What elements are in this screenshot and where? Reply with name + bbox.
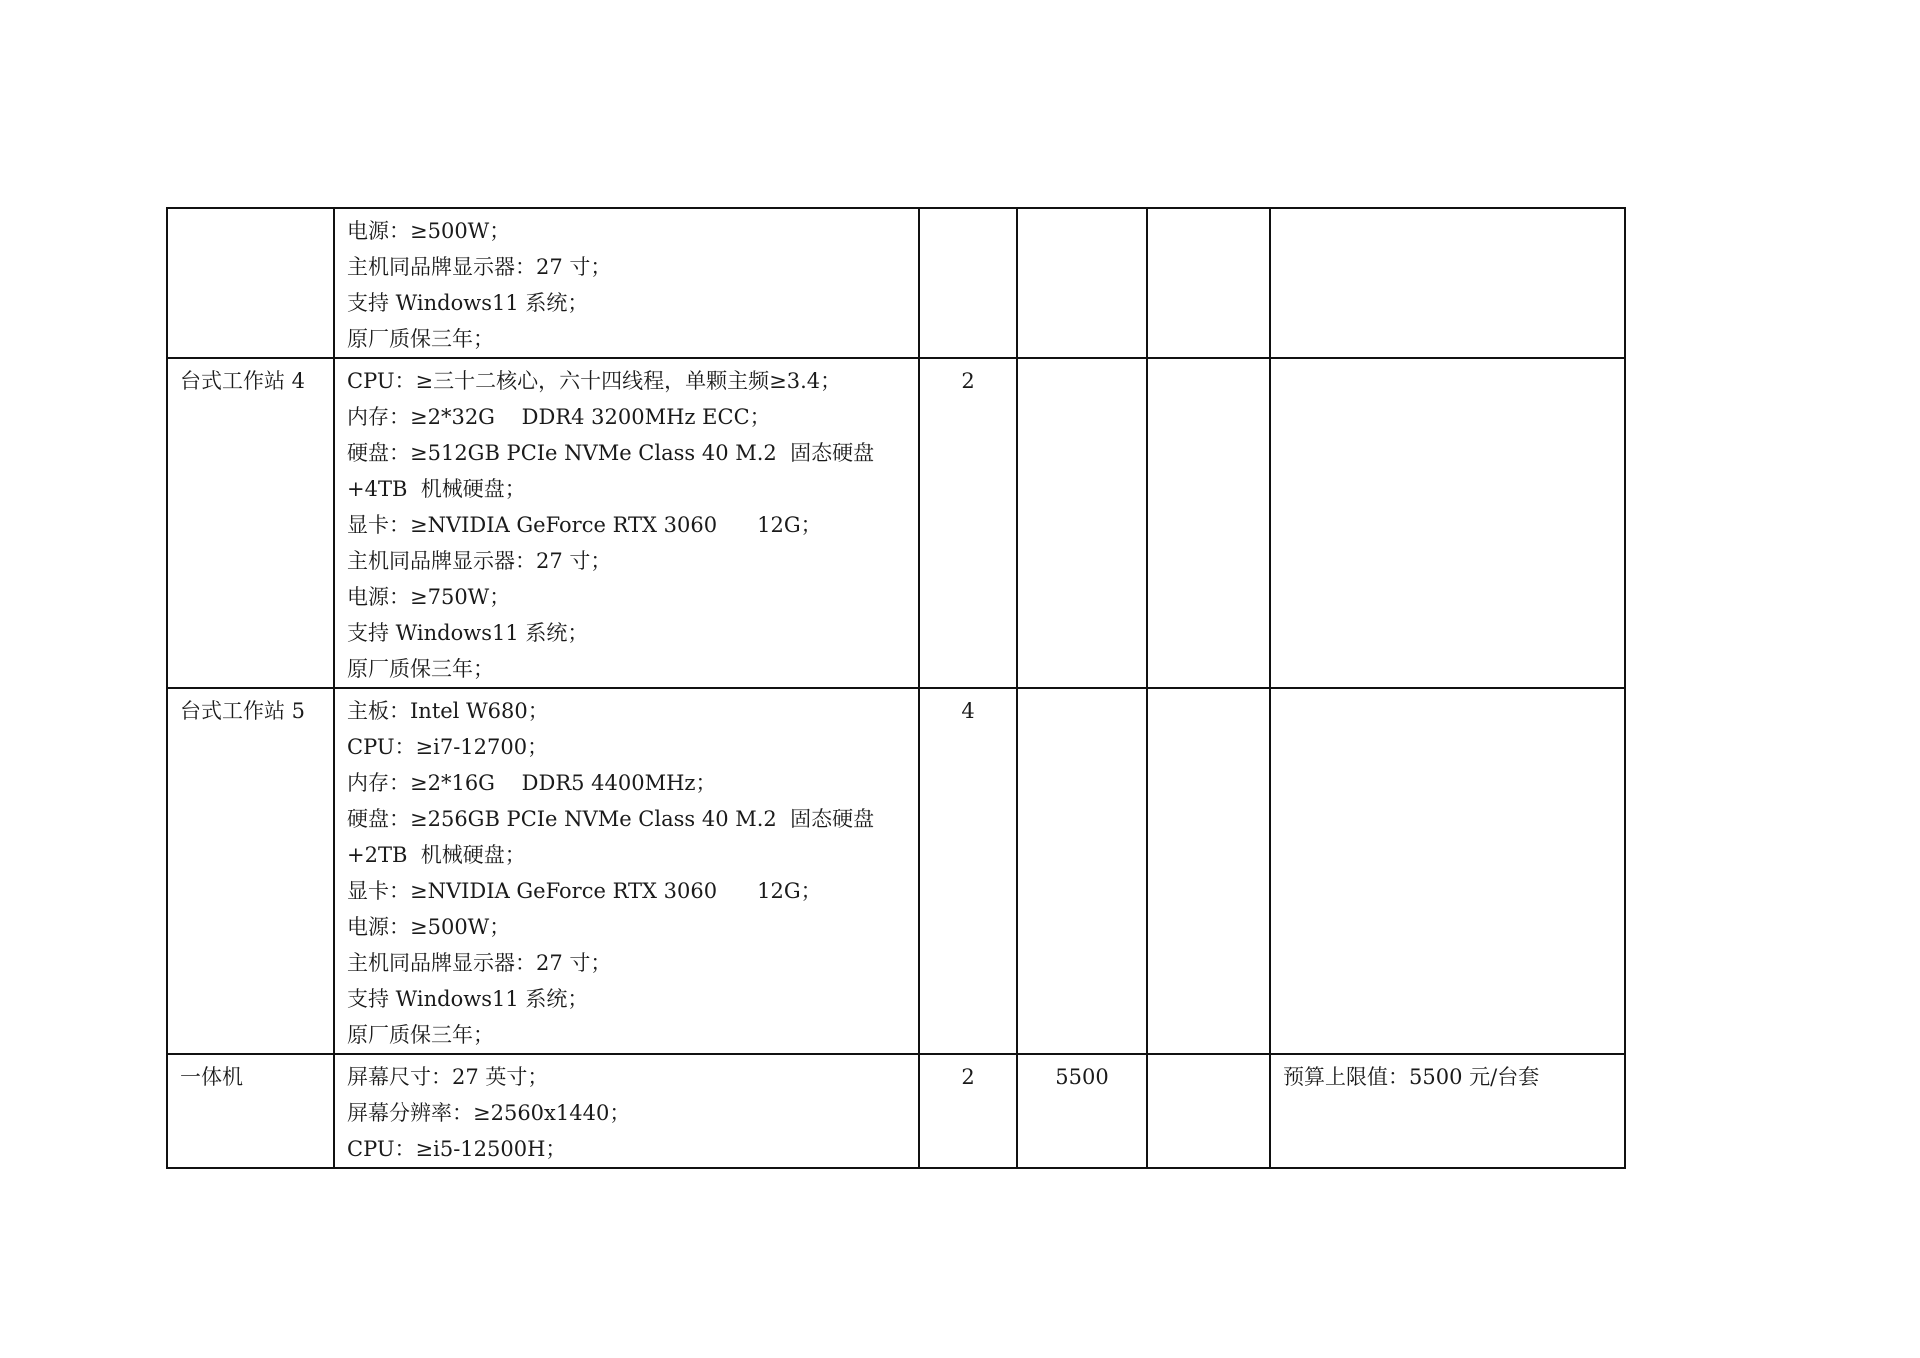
spec-line: CPU：≥i7-12700； [347, 735, 549, 759]
price-cell: 5500 [1017, 1054, 1147, 1168]
quantity-cell: 4 [919, 688, 1017, 1054]
spec-line: CPU：≥三十二核心，六十四线程，单颗主频≥3.4； [347, 369, 842, 393]
spec-line: 硬盘：≥256GB PCIe NVMe Class 40 M.2 固态硬盘 [347, 807, 875, 831]
item-name-cell: 台式工作站 5 [167, 688, 334, 1054]
note-cell [1270, 688, 1625, 1054]
spec-line: 原厂质保三年； [347, 327, 494, 351]
spec-line: 硬盘：≥512GB PCIe NVMe Class 40 M.2 固态硬盘 [347, 441, 875, 465]
item-name-cell: 一体机 [167, 1054, 334, 1168]
spec-cell [334, 208, 919, 358]
note-cell [1270, 208, 1625, 358]
spec-line: 支持 Windows11 系统； [347, 291, 589, 315]
spec-line: 屏幕分辨率：≥2560x1440； [347, 1101, 631, 1125]
quantity-cell: 2 [919, 1054, 1017, 1168]
spec-line: +2TB 机械硬盘； [347, 843, 526, 867]
spec-line: 原厂质保三年； [347, 657, 494, 681]
spec-line: 屏幕尺寸：27 英寸； [347, 1065, 549, 1089]
spec-line: 显卡：≥NVIDIA GeForce RTX 3060 12G； [347, 513, 822, 537]
spec-line: 主板：Intel W680； [347, 699, 549, 723]
table-row [167, 358, 1625, 688]
spec-line: 内存：≥2*16G DDR5 4400MHz； [347, 771, 717, 795]
note-cell [1270, 358, 1625, 688]
spec-line: +4TB 机械硬盘； [347, 477, 526, 501]
quantity-cell [919, 208, 1017, 358]
note-cell: 预算上限值：5500 元/台套 [1270, 1054, 1625, 1168]
table-row [167, 208, 1625, 358]
quantity-cell: 2 [919, 358, 1017, 688]
empty-cell [1147, 1054, 1270, 1168]
table-row [167, 1054, 1625, 1168]
spec-line: 原厂质保三年； [347, 1023, 494, 1047]
spec-line: 电源：≥500W； [347, 219, 511, 243]
price-cell [1017, 208, 1147, 358]
empty-cell [1147, 688, 1270, 1054]
item-name-cell [167, 208, 334, 358]
spec-line: 支持 Windows11 系统； [347, 987, 589, 1011]
table-row [167, 688, 1625, 1054]
price-cell [1017, 688, 1147, 1054]
item-name-cell: 台式工作站 4 [167, 358, 334, 688]
spec-line: 内存：≥2*32G DDR4 3200MHz ECC； [347, 405, 771, 429]
spec-line: 电源：≥750W； [347, 585, 511, 609]
spec-line: 主机同品牌显示器：27 寸； [347, 549, 612, 573]
equipment-spec-table [166, 207, 1626, 1169]
spec-line: 显卡：≥NVIDIA GeForce RTX 3060 12G； [347, 879, 822, 903]
spec-line: CPU：≥i5-12500H； [347, 1137, 567, 1161]
spec-cell [334, 1054, 919, 1168]
empty-cell [1147, 208, 1270, 358]
spec-line: 支持 Windows11 系统； [347, 621, 589, 645]
price-cell [1017, 358, 1147, 688]
spec-cell [334, 688, 919, 1054]
spec-line: 主机同品牌显示器：27 寸； [347, 255, 612, 279]
spec-cell [334, 358, 919, 688]
spec-line: 主机同品牌显示器：27 寸； [347, 951, 612, 975]
spec-line: 电源：≥500W； [347, 915, 511, 939]
empty-cell [1147, 358, 1270, 688]
